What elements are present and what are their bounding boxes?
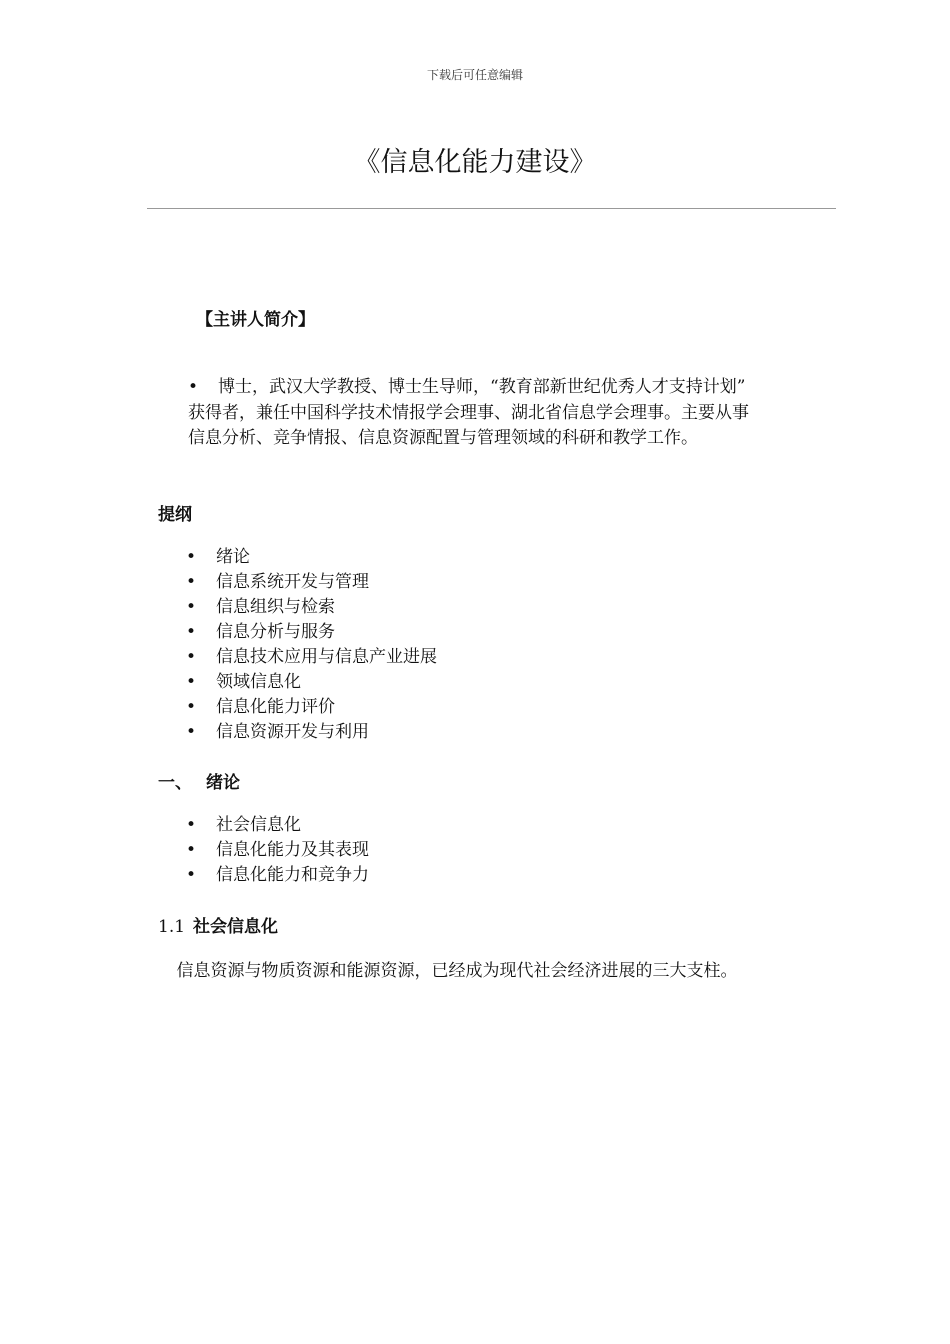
outline-item-label: 领域信息化 xyxy=(216,672,301,692)
bullet-icon: • xyxy=(186,722,197,742)
bullet-icon: • xyxy=(186,622,197,642)
section-heading xyxy=(158,768,240,793)
list-item xyxy=(186,545,437,570)
document-title: 《信息化能力建设》 xyxy=(353,147,597,178)
section-list xyxy=(186,813,369,888)
bullet-icon: • xyxy=(186,840,197,860)
section-number: 一、 xyxy=(158,773,192,793)
list-item xyxy=(186,813,369,838)
speaker-bio-text: 博士，武汉大学教授、博士生导师，“教育部新世纪优秀人才支持计划” 获得者，兼任中国科学技术情报学会理事、湖北省信息学会理事。主要从事信息分析、竞争情报、信息资源配置与管理领域的科研和教学工作。 xyxy=(188,377,749,448)
section-item-label: 信息化能力和竞争力 xyxy=(216,865,369,885)
outline-item-label: 信息化能力评价 xyxy=(216,697,335,717)
outline-item-label: 信息资源开发与利用 xyxy=(216,722,369,742)
outline-item-label: 信息分析与服务 xyxy=(216,622,335,642)
subsection-title: 社会信息化 xyxy=(193,917,279,937)
outline-list xyxy=(186,545,437,745)
section-item-label: 社会信息化 xyxy=(216,815,301,835)
subsection-number: 1.1 xyxy=(158,917,186,937)
subsection-heading xyxy=(158,912,278,937)
list-item xyxy=(186,695,437,720)
bullet-icon: • xyxy=(186,572,197,592)
list-item xyxy=(186,620,437,645)
list-item xyxy=(186,863,369,888)
outline-item-label: 信息技术应用与信息产业进展 xyxy=(216,647,437,667)
bullet-icon: • xyxy=(186,865,197,885)
list-item xyxy=(186,670,437,695)
bullet-icon: • xyxy=(186,647,197,667)
list-item xyxy=(186,720,437,745)
speaker-heading: 【主讲人简介】 xyxy=(196,310,315,330)
section-title: 绪论 xyxy=(206,773,240,793)
bullet-icon: • xyxy=(186,697,197,717)
list-item xyxy=(186,570,437,595)
list-item xyxy=(186,595,437,620)
bullet-icon: • xyxy=(186,597,197,617)
bullet-icon: • xyxy=(186,672,197,692)
bullet-icon: • xyxy=(186,547,197,567)
outline-heading: 提纲 xyxy=(158,505,192,525)
page-header: 下载后可任意编辑 xyxy=(426,68,523,82)
bullet-icon: • xyxy=(188,377,199,397)
outline-item-label: 信息系统开发与管理 xyxy=(216,572,369,592)
outline-item-label: 绪论 xyxy=(216,547,250,567)
speaker-bio xyxy=(188,375,758,452)
outline-item-label: 信息组织与检索 xyxy=(216,597,335,617)
list-item xyxy=(186,838,369,863)
list-item xyxy=(186,645,437,670)
body-paragraph: 信息资源与物质资源和能源资源，已经成为现代社会经济进展的三大支柱。 xyxy=(176,961,738,981)
bullet-icon: • xyxy=(186,815,197,835)
title-divider xyxy=(147,208,836,209)
section-item-label: 信息化能力及其表现 xyxy=(216,840,369,860)
